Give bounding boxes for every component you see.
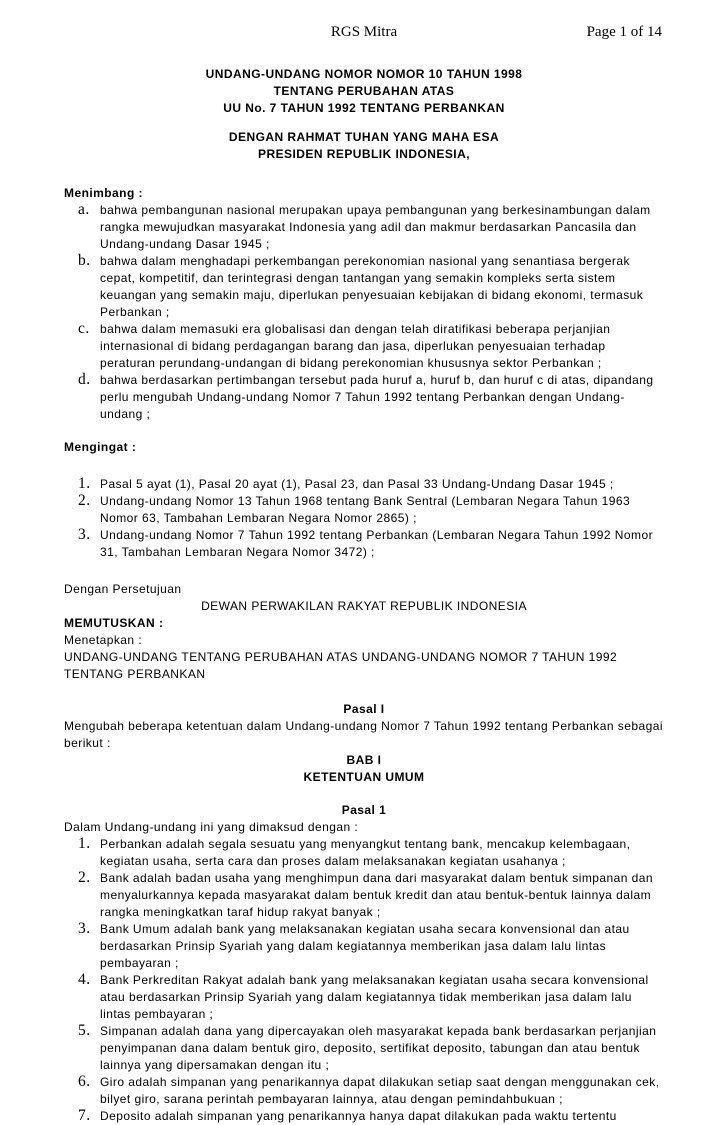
list-item-text: Deposito adalah simpanan yang penarikannya hanya dapat dilakukan pada waktu tertentu (100, 1109, 617, 1123)
bab-heading: BAB I (346, 753, 382, 767)
list-item-text: Pasal 5 ayat (1), Pasal 20 ayat (1), Pasal 23, dan Pasal 33 Undang-Undang Dasar 1945 ; (100, 477, 614, 491)
menetapkan-label: Menetapkan : (64, 633, 143, 647)
list-marker: 1. (78, 475, 91, 492)
list-item (64, 1023, 664, 1074)
pasal-1-heading: Pasal 1 (341, 803, 387, 817)
law-title-line: UU No. 7 TAHUN 1992 TENTANG PERBANKAN (223, 101, 505, 115)
memutuskan-heading: MEMUTUSKAN : (64, 616, 164, 630)
list-item-text: Bank Umum adalah bank yang melaksanakan kegiatan usaha secara konvensional dan atau berdasarkan Prinsip Syariah yang dalam kegiatannya memberikan jasa dalam lalu lintas pembayaran ; (100, 922, 630, 970)
list-item (64, 527, 664, 561)
list-item (64, 372, 664, 423)
list-marker: 2. (78, 869, 91, 886)
list-marker: b. (78, 252, 91, 269)
list-item (64, 493, 664, 527)
list-item-text: Giro adalah simpanan yang penarikannya dapat dilakukan setiap saat dengan menggunakan cek, bilyet giro, sarana perintah pembayaran lainnya, atau dengan pemindahbukuan ; (100, 1075, 660, 1106)
list-marker: c. (78, 320, 90, 337)
mengingat-list (64, 476, 664, 561)
list-marker: a. (78, 201, 90, 218)
pasal-i-heading: Pasal I (343, 702, 385, 716)
menimbang-list (64, 202, 664, 423)
list-item (64, 1108, 664, 1125)
list-item (64, 921, 664, 972)
list-item (64, 1074, 664, 1108)
law-title-line: UNDANG-UNDANG NOMOR NOMOR 10 TAHUN 1998 (205, 67, 523, 81)
list-marker: 4. (78, 971, 91, 988)
list-marker: 5. (78, 1022, 91, 1039)
list-marker: 3. (78, 526, 91, 543)
bab-title: KETENTUAN UMUM (303, 770, 425, 784)
list-marker: d. (78, 371, 91, 388)
preamble-line: PRESIDEN REPUBLIK INDONESIA, (258, 147, 470, 161)
document-body (64, 66, 664, 1125)
list-marker: 6. (78, 1073, 91, 1090)
list-item (64, 870, 664, 921)
list-item-text: Simpanan adalah dana yang dipercayakan oleh masyarakat kepada bank berdasarkan perjanjian penyimpanan dana dalam bentuk giro, deposito, sertifikat deposito, tabungan dan atau bentuk lainnya yang dipersamakan dengan itu ; (100, 1024, 657, 1072)
law-title (64, 66, 664, 117)
list-marker: 2. (78, 492, 91, 509)
mengingat-heading: Mengingat : (64, 440, 137, 454)
list-marker: 1. (78, 835, 91, 852)
list-item-text: bahwa dalam menghadapi perkembangan perekonomian nasional yang senantiasa bergerak cepat, kompetitif, dan terintegrasi dengan tantangan yang semakin kompleks serta sistem keuangan yang semakin maju, diperlukan penyesuaian kebijakan di bidang ekonomi, termasuk Perbankan ; (100, 254, 644, 319)
persetujuan-text: Dengan Persetujuan (64, 582, 182, 596)
list-item-text: Undang-undang Nomor 7 Tahun 1992 tentang Perbankan (Lembaran Negara Tahun 1992 Nomor 31, Tambahan Lembaran Negara Nomor 3472) ; (100, 528, 654, 559)
menetapkan-text: UNDANG-UNDANG TENTANG PERUBAHAN ATAS UNDANG-UNDANG NOMOR 7 TAHUN 1992 TENTANG PERBANKAN (64, 650, 618, 681)
definitions-list (64, 836, 664, 1125)
list-item-text: bahwa pembangunan nasional merupakan upaya pembangunan yang berkesinambungan dalam rangka mewujudkan masyarakat Indonesia yang adil dan makmur berdasarkan Pancasila dan Undang-undang Dasar 1945 ; (100, 203, 651, 251)
list-item (64, 321, 664, 372)
list-item-text: Bank Perkreditan Rakyat adalah bank yang melaksanakan kegiatan usaha secara konvensional atau berdasarkan Prinsip Syariah yang dalam kegiatannya tidak memberikan jasa dalam lalu lintas pembayaran ; (100, 973, 649, 1021)
list-item-text: bahwa dalam memasuki era globalisasi dan dengan telah diratifikasi beberapa perjanjian internasional di bidang perdagangan barang dan jasa, diperlukan penyesuaian terhadap peraturan perundang-undangan di bidang perekonomian khususnya sektor Perbankan ; (100, 322, 611, 370)
list-item (64, 972, 664, 1023)
page-number: Page 1 of 14 (586, 24, 662, 40)
list-item-text: bahwa berdasarkan pertimbangan tersebut pada huruf a, huruf b, dan huruf c di atas, dipandang perlu mengubah Undang-undang Nomor 7 Tahun 1992 tentang Perbankan dengan Undang-undang ; (100, 373, 654, 421)
list-item-text: Bank adalah badan usaha yang menghimpun dana dari masyarakat dalam bentuk simpanan dan menyalurkannya kepada masyarakat dalam bentuk kredit dan atau bentuk-bentuk lainnya dalam rangka meningkatkan taraf hidup rakyat banyak ; (100, 871, 654, 919)
list-item (64, 253, 664, 321)
list-item (64, 836, 664, 870)
preamble (64, 129, 664, 163)
dpr-title: DEWAN PERWAKILAN RAKYAT REPUBLIK INDONESIA (201, 599, 527, 613)
law-title-line: TENTANG PERUBAHAN ATAS (273, 84, 455, 98)
page-header-title: RGS Mitra (330, 24, 398, 40)
list-marker: 7. (78, 1107, 91, 1124)
list-item-text: Undang-undang Nomor 13 Tahun 1968 tentang Bank Sentral (Lembaran Negara Tahun 1963 Nomor 63, Tambahan Lembaran Negara Nomor 2865) ; (100, 494, 631, 525)
menimbang-heading: Menimbang : (64, 186, 143, 200)
pasal-1-intro: Dalam Undang-undang ini yang dimaksud dengan : (64, 820, 359, 834)
list-item (64, 476, 664, 493)
list-item-text: Perbankan adalah segala sesuatu yang menyangkut tentang bank, mencakup kelembagaan, kegiatan usaha, serta cara dan proses dalam melaksanakan kegiatan usahanya ; (100, 837, 631, 868)
preamble-line: DENGAN RAHMAT TUHAN YANG MAHA ESA (228, 130, 500, 144)
list-item (64, 202, 664, 253)
pasal-i-text: Mengubah beberapa ketentuan dalam Undang-undang Nomor 7 Tahun 1992 tentang Perbankan sebagai berikut : (64, 719, 663, 750)
list-marker: 3. (78, 920, 91, 937)
